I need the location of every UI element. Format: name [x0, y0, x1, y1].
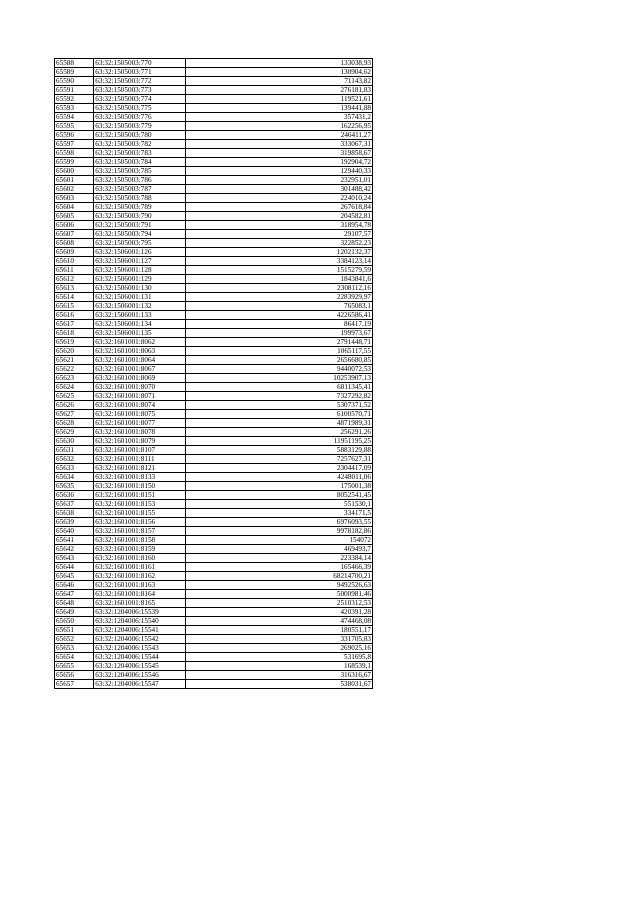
cadastral-number-cell: 63:32:1505003:794 — [94, 230, 186, 239]
row-number-cell: 65593 — [55, 104, 94, 113]
cadastral-number-cell: 63:32:1601001:8071 — [94, 392, 186, 401]
row-number-cell: 65657 — [55, 680, 94, 689]
table-row — [55, 311, 373, 320]
cadastral-number-cell: 63:32:1505003:785 — [94, 167, 186, 176]
cadastral-number-cell: 63:32:1505003:783 — [94, 149, 186, 158]
cadastral-number-cell: 63:32:1505003:782 — [94, 140, 186, 149]
value-cell: 765083,1 — [185, 302, 372, 311]
value-cell: 551530,1 — [185, 500, 372, 509]
cadastral-number-cell: 63:32:1505003:787 — [94, 185, 186, 194]
cadastral-number-cell: 63:32:1506001:129 — [94, 275, 186, 284]
cadastral-number-cell: 63:32:1204006:15541 — [94, 626, 186, 635]
value-cell: 318954,78 — [185, 221, 372, 230]
cadastral-number-cell: 63:32:1505003:773 — [94, 86, 186, 95]
cadastral-number-cell: 63:32:1601001:8162 — [94, 572, 186, 581]
value-cell: 267618,84 — [185, 203, 372, 212]
value-cell: 319858,67 — [185, 149, 372, 158]
value-cell: 256291,26 — [185, 428, 372, 437]
value-cell: 269025,16 — [185, 644, 372, 653]
value-cell: 420391,28 — [185, 608, 372, 617]
table-row — [55, 482, 373, 491]
table-row — [55, 194, 373, 203]
cadastral-number-cell: 63:32:1505003:772 — [94, 77, 186, 86]
table-row — [55, 167, 373, 176]
row-number-cell: 65609 — [55, 248, 94, 257]
row-number-cell: 65646 — [55, 581, 94, 590]
row-number-cell: 65640 — [55, 527, 94, 536]
table-row — [55, 77, 373, 86]
cadastral-number-cell: 63:32:1601001:8157 — [94, 527, 186, 536]
table-row — [55, 185, 373, 194]
row-number-cell: 65655 — [55, 662, 94, 671]
value-cell: 246411,27 — [185, 131, 372, 140]
value-cell: 2510312,53 — [185, 599, 372, 608]
cadastral-number-cell: 63:32:1505003:770 — [94, 59, 186, 68]
table-row — [55, 248, 373, 257]
cadastral-number-cell: 63:32:1601001:8161 — [94, 563, 186, 572]
row-number-cell: 65642 — [55, 545, 94, 554]
table-row — [55, 212, 373, 221]
table-row — [55, 590, 373, 599]
value-cell: 7327292,82 — [185, 392, 372, 401]
value-cell: 68214700,21 — [185, 572, 372, 581]
cadastral-number-cell: 63:32:1601001:8158 — [94, 536, 186, 545]
row-number-cell: 65622 — [55, 365, 94, 374]
table-row — [55, 554, 373, 563]
value-cell: 1065117,55 — [185, 347, 372, 356]
row-number-cell: 65621 — [55, 356, 94, 365]
cadastral-number-cell: 63:32:1601001:8121 — [94, 464, 186, 473]
value-cell: 7257627,31 — [185, 455, 372, 464]
row-number-cell: 65634 — [55, 473, 94, 482]
row-number-cell: 65608 — [55, 239, 94, 248]
cadastral-number-cell: 63:32:1505003:771 — [94, 68, 186, 77]
row-number-cell: 65598 — [55, 149, 94, 158]
table-row — [55, 500, 373, 509]
table-row — [55, 320, 373, 329]
row-number-cell: 65627 — [55, 410, 94, 419]
cadastral-number-cell: 63:32:1506001:127 — [94, 257, 186, 266]
cadastral-number-cell: 63:32:1505003:790 — [94, 212, 186, 221]
table-row — [55, 428, 373, 437]
table-row — [55, 176, 373, 185]
row-number-cell: 65592 — [55, 95, 94, 104]
table-row — [55, 653, 373, 662]
cadastral-number-cell: 63:32:1601001:8077 — [94, 419, 186, 428]
row-number-cell: 65597 — [55, 140, 94, 149]
row-number-cell: 65601 — [55, 176, 94, 185]
row-number-cell: 65632 — [55, 455, 94, 464]
value-cell: 5000981,46 — [185, 590, 372, 599]
cadastral-number-cell: 63:32:1506001:133 — [94, 311, 186, 320]
row-number-cell: 65612 — [55, 275, 94, 284]
cadastral-number-cell: 63:32:1506001:132 — [94, 302, 186, 311]
row-number-cell: 65591 — [55, 86, 94, 95]
row-number-cell: 65595 — [55, 122, 94, 131]
value-cell: 199973,67 — [185, 329, 372, 338]
cadastral-number-cell: 63:32:1506001:134 — [94, 320, 186, 329]
row-number-cell: 65618 — [55, 329, 94, 338]
value-cell: 180551,17 — [185, 626, 372, 635]
row-number-cell: 65610 — [55, 257, 94, 266]
cadastral-number-cell: 63:32:1601001:8069 — [94, 374, 186, 383]
table-row — [55, 545, 373, 554]
table-row — [55, 338, 373, 347]
row-number-cell: 65636 — [55, 491, 94, 500]
row-number-cell: 65644 — [55, 563, 94, 572]
table-row — [55, 581, 373, 590]
cadastral-number-cell: 63:32:1601001:8067 — [94, 365, 186, 374]
value-cell: 538031,67 — [185, 680, 372, 689]
table-row — [55, 302, 373, 311]
table-row — [55, 59, 373, 68]
table-row — [55, 374, 373, 383]
table-row — [55, 68, 373, 77]
value-cell: 5307371,52 — [185, 401, 372, 410]
cadastral-number-cell: 63:32:1601001:8107 — [94, 446, 186, 455]
value-cell: 333067,31 — [185, 140, 372, 149]
table-row — [55, 617, 373, 626]
cadastral-number-cell: 63:32:1204006:15543 — [94, 644, 186, 653]
value-cell: 10253907,13 — [185, 374, 372, 383]
value-cell: 2308112,16 — [185, 284, 372, 293]
table-row — [55, 410, 373, 419]
value-cell: 9492526,63 — [185, 581, 372, 590]
value-cell: 1515279,59 — [185, 266, 372, 275]
cadastral-number-cell: 63:32:1601001:8079 — [94, 437, 186, 446]
cadastral-number-cell: 63:32:1601001:8155 — [94, 509, 186, 518]
value-cell: 276181,83 — [185, 86, 372, 95]
row-number-cell: 65606 — [55, 221, 94, 230]
value-cell: 133038,93 — [185, 59, 372, 68]
table-row — [55, 365, 373, 374]
row-number-cell: 65626 — [55, 401, 94, 410]
value-cell: 322852,23 — [185, 239, 372, 248]
cadastral-number-cell: 63:32:1204006:15540 — [94, 617, 186, 626]
table-row — [55, 563, 373, 572]
cadastral-number-cell: 63:32:1601001:8159 — [94, 545, 186, 554]
value-cell: 6100570,71 — [185, 410, 372, 419]
table-row — [55, 293, 373, 302]
cadastral-number-cell: 63:32:1204006:15542 — [94, 635, 186, 644]
table-row — [55, 239, 373, 248]
cadastral-number-cell: 63:32:1601001:8150 — [94, 482, 186, 491]
cadastral-number-cell: 63:32:1505003:774 — [94, 95, 186, 104]
cadastral-number-cell: 63:32:1601001:8075 — [94, 410, 186, 419]
value-cell: 223384,14 — [185, 554, 372, 563]
row-number-cell: 65649 — [55, 608, 94, 617]
table-row — [55, 284, 373, 293]
table-row — [55, 104, 373, 113]
cadastral-number-cell: 63:32:1601001:8151 — [94, 491, 186, 500]
row-number-cell: 65635 — [55, 482, 94, 491]
value-cell: 2283929,97 — [185, 293, 372, 302]
value-cell: 8052541,45 — [185, 491, 372, 500]
value-cell: 130904,62 — [185, 68, 372, 77]
table-row — [55, 266, 373, 275]
cadastral-number-cell: 63:32:1506001:131 — [94, 293, 186, 302]
row-number-cell: 65596 — [55, 131, 94, 140]
table-row — [55, 644, 373, 653]
value-cell: 9440072,53 — [185, 365, 372, 374]
table-row — [55, 680, 373, 689]
value-cell: 154072 — [185, 536, 372, 545]
table-row — [55, 95, 373, 104]
table-row — [55, 446, 373, 455]
cadastral-number-cell: 63:32:1601001:8062 — [94, 338, 186, 347]
table-row — [55, 464, 373, 473]
row-number-cell: 65603 — [55, 194, 94, 203]
cadastral-number-cell: 63:32:1505003:786 — [94, 176, 186, 185]
table-row — [55, 401, 373, 410]
row-number-cell: 65615 — [55, 302, 94, 311]
table-row — [55, 608, 373, 617]
table-row — [55, 662, 373, 671]
value-cell: 1202132,37 — [185, 248, 372, 257]
cadastral-number-cell: 63:32:1204006:15547 — [94, 680, 186, 689]
cadastral-number-cell: 63:32:1506001:130 — [94, 284, 186, 293]
cadastral-number-cell: 63:32:1601001:8164 — [94, 590, 186, 599]
table-row — [55, 275, 373, 284]
data-table — [54, 58, 373, 689]
row-number-cell: 65625 — [55, 392, 94, 401]
cadastral-number-cell: 63:32:1506001:135 — [94, 329, 186, 338]
row-number-cell: 65623 — [55, 374, 94, 383]
value-cell: 9978182,86 — [185, 527, 372, 536]
row-number-cell: 65624 — [55, 383, 94, 392]
cadastral-number-cell: 63:32:1601001:8153 — [94, 500, 186, 509]
cadastral-number-cell: 63:32:1505003:795 — [94, 239, 186, 248]
row-number-cell: 65604 — [55, 203, 94, 212]
value-cell: 71143,82 — [185, 77, 372, 86]
table-row — [55, 122, 373, 131]
value-cell: 2304417,09 — [185, 464, 372, 473]
table-row — [55, 455, 373, 464]
row-number-cell: 65654 — [55, 653, 94, 662]
table-row — [55, 572, 373, 581]
cadastral-number-cell: 63:32:1505003:780 — [94, 131, 186, 140]
table-row — [55, 329, 373, 338]
table-row — [55, 356, 373, 365]
row-number-cell: 65613 — [55, 284, 94, 293]
row-number-cell: 65602 — [55, 185, 94, 194]
value-cell: 175001,38 — [185, 482, 372, 491]
value-cell: 4226586,41 — [185, 311, 372, 320]
cadastral-number-cell: 63:32:1505003:779 — [94, 122, 186, 131]
row-number-cell: 65607 — [55, 230, 94, 239]
cadastral-number-cell: 63:32:1505003:776 — [94, 113, 186, 122]
cadastral-number-cell: 63:32:1204006:15544 — [94, 653, 186, 662]
table-row — [55, 626, 373, 635]
cadastral-number-cell: 63:32:1506001:126 — [94, 248, 186, 257]
table-row — [55, 509, 373, 518]
table-row — [55, 536, 373, 545]
row-number-cell: 65639 — [55, 518, 94, 527]
row-number-cell: 65633 — [55, 464, 94, 473]
cadastral-number-cell: 63:32:1204006:15545 — [94, 662, 186, 671]
cadastral-number-cell: 63:32:1601001:8064 — [94, 356, 186, 365]
table-row — [55, 473, 373, 482]
table-row — [55, 671, 373, 680]
table-row — [55, 347, 373, 356]
value-cell: 204582,81 — [185, 212, 372, 221]
table-row — [55, 635, 373, 644]
cadastral-number-cell: 63:32:1601001:8165 — [94, 599, 186, 608]
value-cell: 129440,33 — [185, 167, 372, 176]
row-number-cell: 65628 — [55, 419, 94, 428]
value-cell: 224010,24 — [185, 194, 372, 203]
cadastral-number-cell: 63:32:1505003:789 — [94, 203, 186, 212]
row-number-cell: 65590 — [55, 77, 94, 86]
value-cell: 469493,7 — [185, 545, 372, 554]
row-number-cell: 65605 — [55, 212, 94, 221]
row-number-cell: 65631 — [55, 446, 94, 455]
value-cell: 5883129,88 — [185, 446, 372, 455]
table-row — [55, 599, 373, 608]
table-row — [55, 86, 373, 95]
row-number-cell: 65647 — [55, 590, 94, 599]
row-number-cell: 65648 — [55, 599, 94, 608]
table-row — [55, 203, 373, 212]
value-cell: 119521,61 — [185, 95, 372, 104]
row-number-cell: 65637 — [55, 500, 94, 509]
value-cell: 357431,2 — [185, 113, 372, 122]
cadastral-number-cell: 63:32:1601001:8133 — [94, 473, 186, 482]
row-number-cell: 65617 — [55, 320, 94, 329]
row-number-cell: 65611 — [55, 266, 94, 275]
value-cell: 334171,5 — [185, 509, 372, 518]
table-row — [55, 140, 373, 149]
row-number-cell: 65650 — [55, 617, 94, 626]
value-cell: 3384123,14 — [185, 257, 372, 266]
cadastral-number-cell: 63:32:1505003:775 — [94, 104, 186, 113]
table-row — [55, 257, 373, 266]
row-number-cell: 65588 — [55, 59, 94, 68]
table-row — [55, 518, 373, 527]
value-cell: 139441,88 — [185, 104, 372, 113]
table-row — [55, 383, 373, 392]
value-cell: 331705,83 — [185, 635, 372, 644]
table-body — [55, 59, 373, 689]
table-row — [55, 113, 373, 122]
table-row — [55, 527, 373, 536]
table-row — [55, 437, 373, 446]
cadastral-number-cell: 63:32:1601001:8078 — [94, 428, 186, 437]
cadastral-number-cell: 63:32:1601001:8160 — [94, 554, 186, 563]
value-cell: 474468,08 — [185, 617, 372, 626]
row-number-cell: 65619 — [55, 338, 94, 347]
row-number-cell: 65638 — [55, 509, 94, 518]
value-cell: 232951,01 — [185, 176, 372, 185]
value-cell: 316316,67 — [185, 671, 372, 680]
value-cell: 11951195,25 — [185, 437, 372, 446]
row-number-cell: 65630 — [55, 437, 94, 446]
value-cell: 86417,19 — [185, 320, 372, 329]
cadastral-number-cell: 63:32:1601001:8074 — [94, 401, 186, 410]
value-cell: 162256,95 — [185, 122, 372, 131]
cadastral-number-cell: 63:32:1601001:8163 — [94, 581, 186, 590]
row-number-cell: 65629 — [55, 428, 94, 437]
cadastral-number-cell: 63:32:1505003:788 — [94, 194, 186, 203]
value-cell: 301488,42 — [185, 185, 372, 194]
value-cell: 1843841,6 — [185, 275, 372, 284]
value-cell: 168539,1 — [185, 662, 372, 671]
row-number-cell: 65645 — [55, 572, 94, 581]
table-row — [55, 131, 373, 140]
row-number-cell: 65600 — [55, 167, 94, 176]
cadastral-number-cell: 63:32:1204006:15539 — [94, 608, 186, 617]
cadastral-number-cell: 63:32:1506001:128 — [94, 266, 186, 275]
value-cell: 6811345,41 — [185, 383, 372, 392]
value-cell: 192904,72 — [185, 158, 372, 167]
table-row — [55, 221, 373, 230]
value-cell: 2656680,85 — [185, 356, 372, 365]
row-number-cell: 65641 — [55, 536, 94, 545]
row-number-cell: 65653 — [55, 644, 94, 653]
cadastral-number-cell: 63:32:1204006:15546 — [94, 671, 186, 680]
row-number-cell: 65594 — [55, 113, 94, 122]
table-row — [55, 158, 373, 167]
table-row — [55, 149, 373, 158]
cadastral-number-cell: 63:32:1601001:8070 — [94, 383, 186, 392]
cadastral-number-cell: 63:32:1601001:8111 — [94, 455, 186, 464]
row-number-cell: 65616 — [55, 311, 94, 320]
value-cell: 165466,39 — [185, 563, 372, 572]
row-number-cell: 65589 — [55, 68, 94, 77]
cadastral-number-cell: 63:32:1505003:791 — [94, 221, 186, 230]
value-cell: 4248011,06 — [185, 473, 372, 482]
table-row — [55, 419, 373, 428]
row-number-cell: 65620 — [55, 347, 94, 356]
cadastral-number-cell: 63:32:1601001:8063 — [94, 347, 186, 356]
table-row — [55, 392, 373, 401]
cadastral-number-cell: 63:32:1505003:784 — [94, 158, 186, 167]
row-number-cell: 65651 — [55, 626, 94, 635]
table-row — [55, 491, 373, 500]
value-cell: 2791448,71 — [185, 338, 372, 347]
table-row — [55, 230, 373, 239]
value-cell: 531695,8 — [185, 653, 372, 662]
row-number-cell: 65599 — [55, 158, 94, 167]
row-number-cell: 65614 — [55, 293, 94, 302]
row-number-cell: 65643 — [55, 554, 94, 563]
value-cell: 4871989,31 — [185, 419, 372, 428]
cadastral-number-cell: 63:32:1601001:8156 — [94, 518, 186, 527]
value-cell: 29107,57 — [185, 230, 372, 239]
row-number-cell: 65652 — [55, 635, 94, 644]
value-cell: 6976093,55 — [185, 518, 372, 527]
row-number-cell: 65656 — [55, 671, 94, 680]
